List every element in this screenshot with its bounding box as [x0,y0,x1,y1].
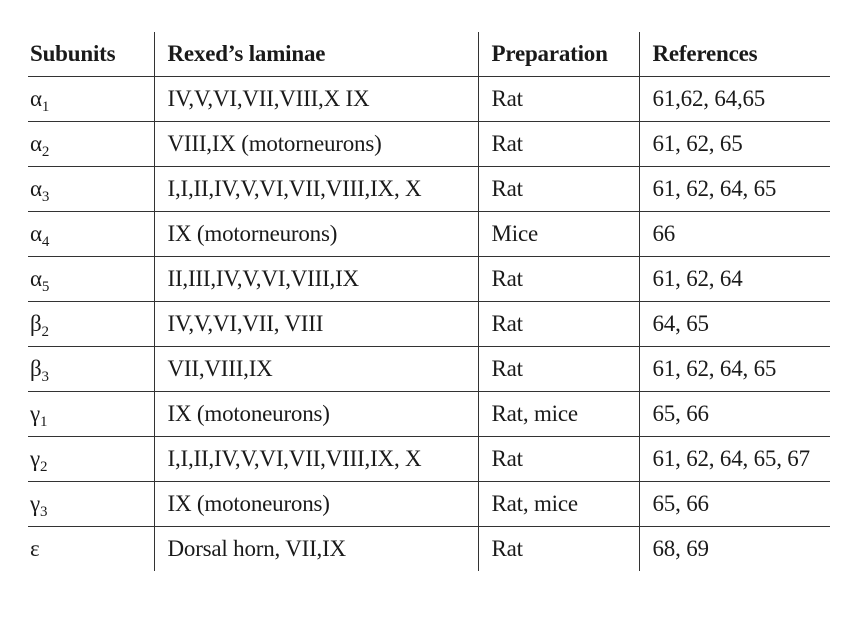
subunit-cell [28,302,154,347]
subunit-cell [28,482,154,527]
subunit-symbol: ε [30,536,40,561]
references-cell: 65, 66 [639,482,830,527]
subunit-cell [28,212,154,257]
header-row [28,32,830,77]
table-row [28,302,830,347]
subunit-symbol: α [30,221,42,246]
laminae-cell: IX (motoneurons) [154,392,478,437]
subunit-subscript: 3 [39,504,48,520]
subunit-symbol: β [30,356,42,381]
subunit-symbol: β [30,311,42,336]
preparation-cell: Mice [478,212,639,257]
subunit-symbol: α [30,266,42,291]
preparation-cell: Rat [478,122,639,167]
subunit-cell [28,527,154,572]
table-row [28,437,830,482]
subunit-cell [28,77,154,122]
preparation-cell: Rat [478,302,639,347]
preparation-cell: Rat [478,167,639,212]
laminae-cell: IV,V,VI,VII, VIII [154,302,478,347]
laminae-cell: Dorsal horn, VII,IX [154,527,478,572]
subunit-subscript: 4 [41,234,50,250]
laminae-cell: VII,VIII,IX [154,347,478,392]
laminae-cell: VIII,IX (motorneurons) [154,122,478,167]
references-cell: 61,62, 64,65 [639,77,830,122]
subunit-symbol: γ [30,446,40,471]
subunit-symbol: α [30,86,42,111]
subunit-subscript: 3 [41,189,50,205]
table-row [28,392,830,437]
header-references: References [639,32,830,77]
table-body [28,77,830,572]
subunit-cell [28,122,154,167]
subunit-cell [28,167,154,212]
preparation-cell: Rat, mice [478,482,639,527]
references-cell: 61, 62, 64, 65 [639,347,830,392]
laminae-cell: IX (motoneurons) [154,482,478,527]
subunit-subscript: 2 [41,324,49,340]
subunit-subscript: 2 [39,459,48,475]
table-row [28,122,830,167]
preparation-cell: Rat [478,437,639,482]
subunit-symbol: α [30,131,42,156]
subunit-cell [28,347,154,392]
table-row [28,347,830,392]
subunit-cell [28,437,154,482]
table-row [28,257,830,302]
references-cell: 61, 62, 65 [639,122,830,167]
preparation-cell: Rat [478,347,639,392]
table-row [28,167,830,212]
table-row [28,77,830,122]
subunit-subscript: 2 [41,144,50,160]
header-rexeds-laminae: Rexed’s laminae [154,32,478,77]
subunit-cell [28,392,154,437]
laminae-cell: I,I,II,IV,V,VI,VII,VIII,IX, X [154,167,478,212]
subunit-symbol: γ [30,401,40,426]
references-cell: 61, 62, 64, 65 [639,167,830,212]
table-row [28,482,830,527]
subunit-subscript: 1 [41,99,50,115]
preparation-cell: Rat [478,77,639,122]
preparation-cell: Rat [478,257,639,302]
subunit-symbol: α [30,176,42,201]
references-cell: 61, 62, 64, 65, 67 [639,437,830,482]
header-preparation: Preparation [478,32,639,77]
subunit-subscript: 5 [41,279,50,295]
references-cell: 61, 62, 64 [639,257,830,302]
references-cell: 65, 66 [639,392,830,437]
subunit-subscript: 3 [41,369,49,385]
references-cell: 68, 69 [639,527,830,572]
laminae-cell: I,I,II,IV,V,VI,VII,VIII,IX, X [154,437,478,482]
preparation-cell: Rat [478,527,639,572]
subunit-cell [28,257,154,302]
preparation-cell: Rat, mice [478,392,639,437]
receptor-subunit-table [28,32,830,571]
references-cell: 66 [639,212,830,257]
references-cell: 64, 65 [639,302,830,347]
table-row [28,527,830,572]
laminae-cell: II,III,IV,V,VI,VIII,IX [154,257,478,302]
laminae-cell: IV,V,VI,VII,VIII,X IX [154,77,478,122]
subunit-subscript: 1 [39,414,48,430]
laminae-cell: IX (motorneurons) [154,212,478,257]
subunit-symbol: γ [30,491,40,516]
header-subunits: Subunits [28,32,154,77]
table-row [28,212,830,257]
